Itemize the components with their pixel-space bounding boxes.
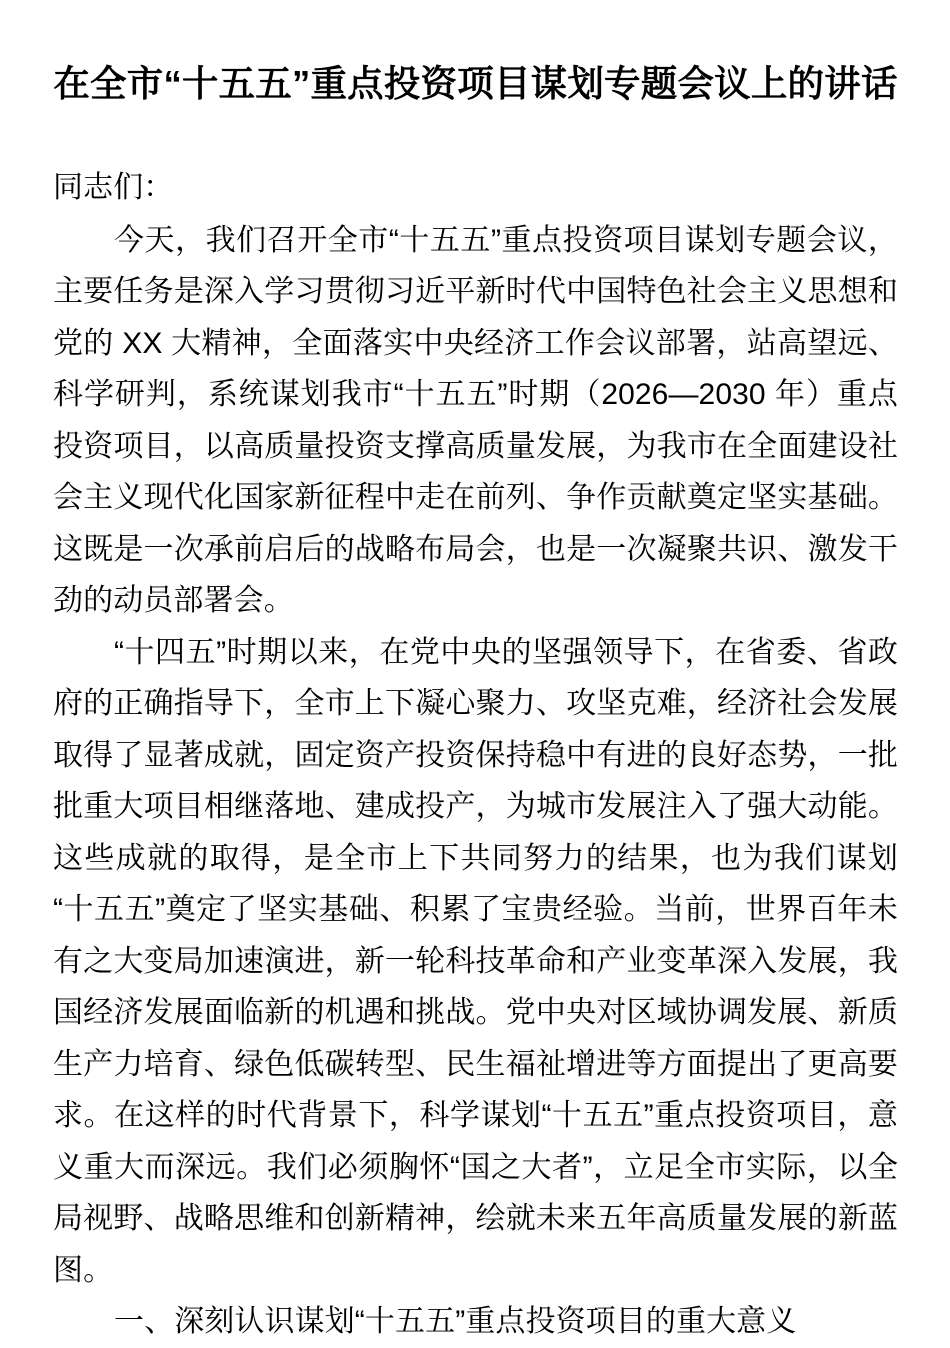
body-paragraph-2: “十四五”时期以来，在党中央的坚强领导下，在省委、省政府的正确指导下，全市上下凝心聚力、攻坚克难，经济社会发展取得了显著成就，固定资产投资保持稳中有进的良好态势，一批批重大项目相继落地、建成投产，为城市发展注入了强大动能。这些成就的取得，是全市上下共同努力的结果，也为我们谋划“十五五”奠定了坚实基础、积累了宝贵经验。当前，世界百年未有之大变局加速演进，新一轮科技革命和产业变革深入发展，我国经济发展面临新的机遇和挑战。党中央对区域协调发展、新质生产力培育、绿色低碳转型、民生福祉增进等方面提出了更高要求。在这样的时代背景下，科学谋划“十五五”重点投资项目，意义重大而深远。我们必须胸怀“国之大者”，立足全市实际，以全局视野、战略思维和创新精神，绘就未来五年高质量发展的新蓝图。 xyxy=(53,635,898,1287)
body-paragraph-1: 今天，我们召开全市“十五五”重点投资项目谋划专题会议，主要任务是深入学习贯彻习近平新时代中国特色社会主义思想和党的 XX 大精神，全面落实中央经济工作会议部署，站高望远、科学研判，系统谋划我市“十五五”时期（2026—2030 年）重点投资项目，以高质量投资支撑高质量发展，为我市在全面建设社会主义现代化国家新征程中走在前列、争作贡献奠定坚实基础。这既是一次承前启后的战略布局会，也是一次凝聚共识、激发干劲的动员部署会。 xyxy=(53,223,898,617)
page-title: 在全市“十五五”重点投资项目谋划专题会议上的讲话 xyxy=(53,63,898,104)
section-heading-1: 一、深刻认识谋划“十五五”重点投资项目的重大意义 xyxy=(114,1305,797,1338)
salutation-line: 同志们： xyxy=(53,171,174,204)
document-content xyxy=(53,0,898,1348)
